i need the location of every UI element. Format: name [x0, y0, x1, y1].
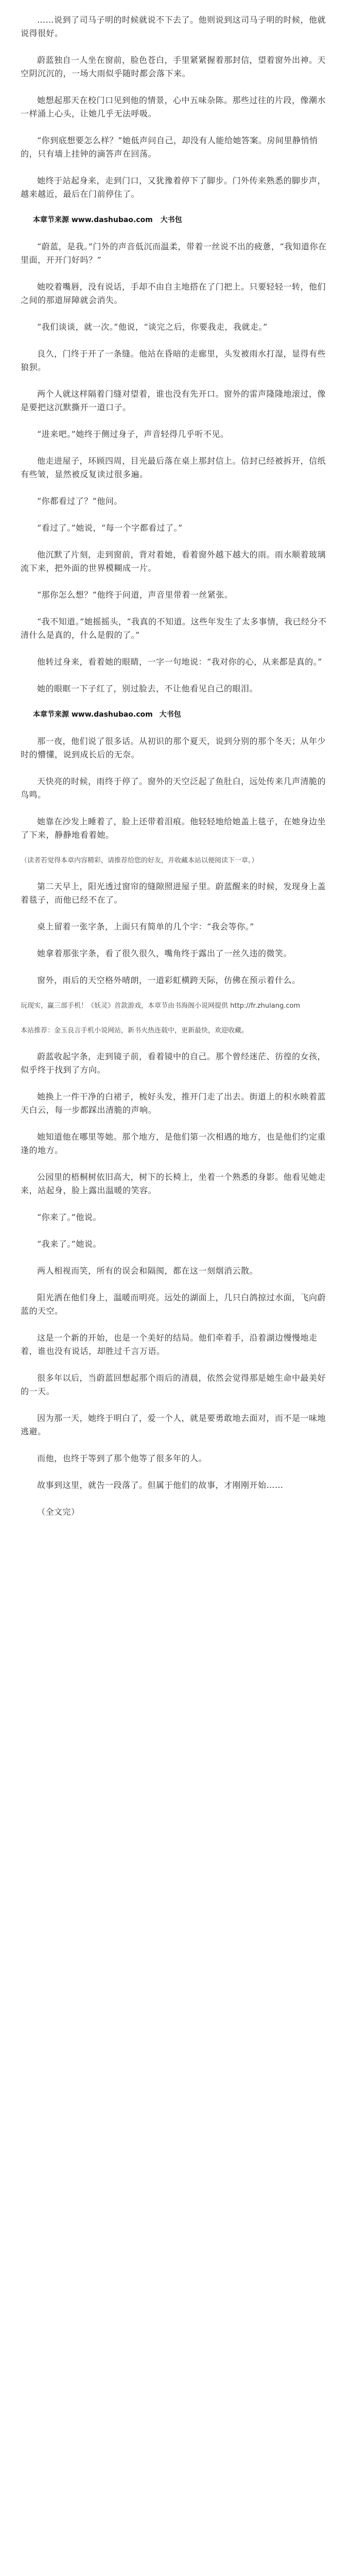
paragraph-group-c [21, 454, 331, 696]
paragraph-group-b [21, 240, 331, 441]
paragraph: 故事到这里，就告一段落了。但属于他们的故事，才刚刚开始…… [37, 1480, 284, 1490]
source-watermark [21, 709, 331, 720]
site-recommendation: 本站推荐：金玉良言手机小说网站，新书火热连载中，更新最快，欢迎收藏。 [21, 1027, 249, 1035]
paragraph: 她靠在沙发上睡着了，脸上还带着泪痕。他轻轻地给她盖上毯子，在她身边坐了下来，静静地看着她。 [21, 817, 326, 840]
paragraph: 那一夜，他们说了很多话。从初识的那个夏天，说到分别的那个冬天；从年少时的懵懂，说到成长后的无奈。 [21, 736, 326, 759]
paragraph: 他沉默了片刻，走到窗前，背对着她，看着窗外越下越大的雨。雨水顺着玻璃流下来，把外面的世界模糊成一片。 [21, 550, 326, 573]
paragraph: 蔚蓝收起字条，走到镜子前，看着镜中的自己。那个曾经迷茫、彷徨的女孩，似乎终于找到了方向。 [21, 1052, 326, 1075]
paragraph: “进来吧。”她终于侧过身子，声音轻得几乎听不见。 [37, 429, 229, 439]
paragraph: 而他，也终于等到了那个他等了很多年的人。 [37, 1453, 207, 1463]
paragraph: 她换上一件干净的白裙子，梳好头发，推开门走了出去。街道上的积水映着蓝天白云，每一步都踩出清脆的声响。 [21, 1092, 326, 1115]
paragraph: “你都看过了？”他问。 [37, 496, 122, 506]
paragraph: 很多年以后，当蔚蓝回想起那个雨后的清晨，依然会觉得那是她生命中最美好的一天。 [21, 1373, 326, 1396]
paragraph: 她知道他在哪里等她。那个地方，是他们第一次相遇的地方，也是他们约定重逢的地方。 [21, 1132, 326, 1155]
paragraph-group-e [21, 880, 331, 987]
paragraph: 两个人就这样隔着门缝对望着，谁也没有先开口。窗外的雷声隆隆地滚过，像是要把这沉默撕开一道口子。 [21, 389, 326, 412]
paragraph-group-a [21, 13, 331, 201]
paragraph: 她拿着那张字条，看了很久很久，嘴角终于露出了一丝久违的微笑。 [37, 948, 292, 958]
paragraph: 窗外，雨后的天空格外晴朗，一道彩虹横跨天际，仿佛在预示着什么。 [37, 975, 301, 985]
paragraph: “我来了。”她说。 [37, 1239, 101, 1249]
paragraph: “我们谈谈，就一次。”他说，“谈完之后，你要我走，我就走。” [37, 322, 268, 332]
paragraph: “你到底想要怎么样？”她低声问自己，却没有人能给她答案。房间里静悄悄的，只有墙上挂钟的滴答声在回荡。 [21, 135, 318, 159]
paragraph: “看过了。”她说，“每一个字都看过了。” [37, 523, 183, 533]
watermark-site: 本章节来源 www.dashubao.com [33, 216, 153, 224]
paragraph: （全文完） [37, 1507, 80, 1517]
paragraph: 她终于站起身来，走到门口，又犹豫着停下了脚步。门外传来熟悉的脚步声，越来越近，最后在门前停住了。 [21, 176, 326, 199]
paragraph-group-d [21, 735, 331, 842]
paragraph: 天快亮的时候，雨终于停了。窗外的天空泛起了鱼肚白，远处传来几声清脆的鸟鸣。 [21, 776, 326, 800]
reader-notice: （读者若觉得本章内容精彩，请推荐给您的好友，并收藏本站以便阅读下一章。） [21, 857, 258, 865]
watermark-site: 本章节来源 www.dashubao.com [33, 710, 153, 719]
paragraph: ……说到了司马子明的时候就说不下去了。他则说到这司马子明的时候，他就说得很好。 [21, 15, 326, 38]
paragraph: 阳光洒在他们身上，温暖而明亮。远处的湖面上，几只白鸽掠过水面，飞向蔚蓝的天空。 [21, 1293, 326, 1316]
paragraph: 公园里的梧桐树依旧高大，树下的长椅上，坐着一个熟悉的身影。他看见她走来，站起身，脸上露出温暖的笑容。 [21, 1172, 326, 1195]
promo-link[interactable]: 玩现实，赢三部手机！《妖灵》首款游戏，本章节由书海阁小说网提供 http://fr.zhulang.com [21, 1002, 301, 1010]
source-watermark [21, 214, 331, 226]
paragraph: “我不知道。”她摇摇头，“我真的不知道。这些年发生了太多事情，我已经分不清什么是真的，什么是假的了。” [21, 617, 327, 640]
paragraph: 桌上留着一张字条，上面只有简单的几个字：“我会等你。” [37, 922, 254, 931]
watermark-label: 大书包 [159, 710, 181, 719]
paragraph: 蔚蓝独自一人坐在窗前，脸色苍白，手里紧紧握着那封信，望着窗外出神。天空阴沉沉的，一场大雨似乎随时都会落下来。 [21, 55, 326, 78]
paragraph: 他转过身来，看着她的眼睛，一字一句地说：“我对你的心，从来都是真的。” [37, 657, 322, 667]
paragraph: “你来了。”他说。 [37, 1212, 101, 1222]
paragraph: 她的眼眶一下子红了，别过脸去，不让他看见自己的眼泪。 [37, 684, 258, 693]
paragraph: 她咬着嘴唇，没有说话，手却不由自主地搭在了门把上。只要轻轻一转，他们之间的那道屏障就会消失。 [21, 282, 326, 305]
paragraph: 她想起那天在校门口见到他的情景，心中五味杂陈。那些过往的片段，像潮水一样涌上心头，让她几乎无法呼吸。 [21, 95, 326, 118]
paragraph: 两人相视而笑，所有的误会和隔阂，都在这一刻烟消云散。 [37, 1266, 258, 1276]
paragraph: 第二天早上，阳光透过窗帘的缝隙照进屋子里。蔚蓝醒来的时候，发现身上盖着毯子，而他已经不在了。 [21, 882, 326, 905]
paragraph: 他走进屋子，环顾四周，目光最后落在桌上那封信上。信封已经被拆开，信纸有些皱，显然被反复读过很多遍。 [21, 456, 326, 479]
watermark-label: 大书包 [160, 216, 182, 224]
paragraph-group-f [21, 1050, 331, 1519]
paragraph: 这是一个新的开始，也是一个美好的结局。他们牵着手，沿着湖边慢慢地走着，谁也没有说话，却胜过千言万语。 [21, 1333, 318, 1356]
paragraph: 因为那一天，她终于明白了，爱一个人，就是要勇敢地去面对，而不是一味地逃避。 [21, 1413, 326, 1436]
paragraph: 良久，门终于开了一条缝。他站在昏暗的走廊里，头发被雨水打湿，显得有些狼狈。 [21, 349, 326, 372]
paragraph: “蔚蓝，是我。”门外的声音低沉而温柔，带着一丝说不出的疲惫，“我知道你在里面，开开门好吗？” [21, 242, 327, 265]
paragraph: “那你怎么想？”他终于问道，声音里带着一丝紧张。 [37, 590, 233, 600]
